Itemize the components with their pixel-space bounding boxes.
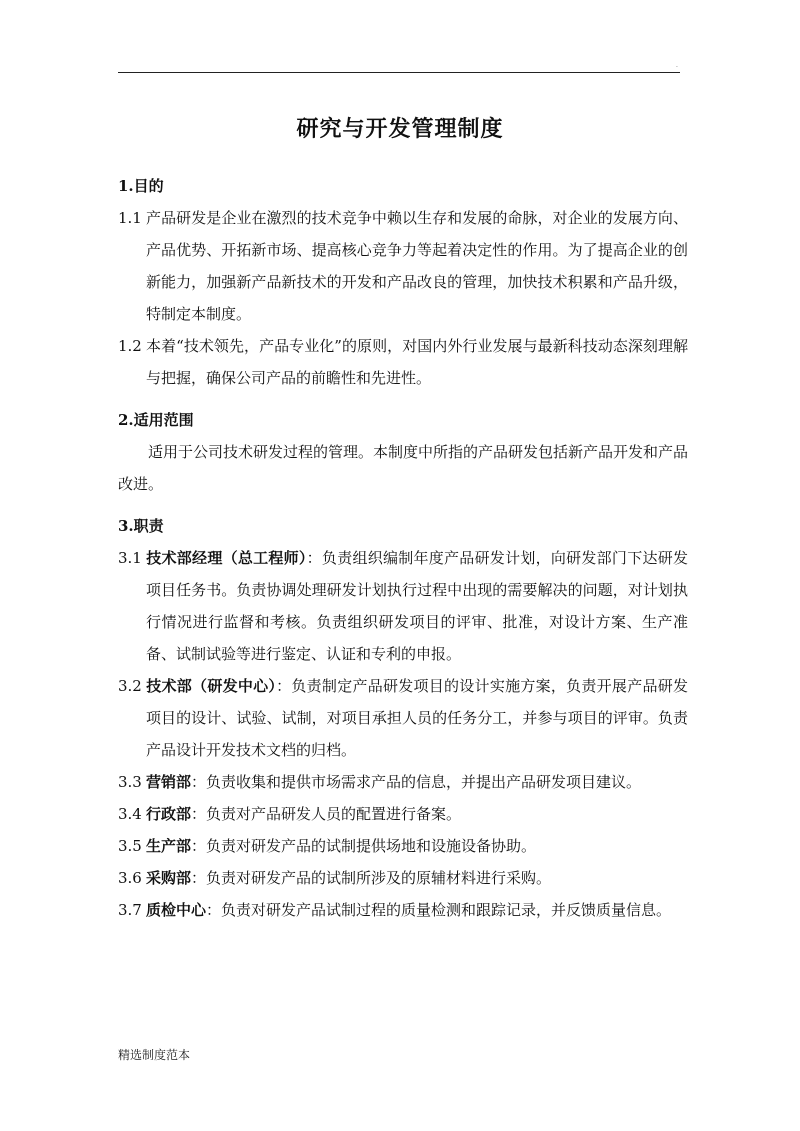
- clause-number: 3.4: [118, 805, 142, 823]
- department-label: 技术部（研发中心）: [146, 677, 277, 695]
- clause-number: 1.1: [118, 209, 142, 227]
- department-label: 质检中心: [146, 901, 207, 919]
- section-heading-scope: 2.适用范围: [118, 411, 194, 429]
- section-heading-purpose: 1.目的: [118, 177, 164, 195]
- clause-3-2: [118, 670, 688, 766]
- clause-3-3: [118, 766, 688, 798]
- department-label: 生产部: [146, 837, 192, 855]
- header-rule: [118, 72, 680, 73]
- department-label: 技术部经理（总工程师）: [146, 549, 307, 567]
- clause-3-5: [118, 830, 688, 862]
- clause-text: ：负责对研发产品试制过程的质量检测和跟踪记录，并反馈质量信息。: [206, 901, 672, 919]
- clause-text: ：负责对研发产品的试制所涉及的原辅材料进行采购。: [191, 869, 552, 887]
- clause-number: 3.7: [118, 901, 142, 919]
- clause-number: 3.3: [118, 773, 142, 791]
- clause-text: ：负责对产品研发人员的配置进行备案。: [191, 805, 462, 823]
- clause-text: 产品研发是企业在激烈的技术竞争中赖以生存和发展的命脉，对企业的发展方向、产品优势、开拓新市场、提高核心竞争力等起着决定性的作用。为了提高企业的创新能力，加强新产品新技术的开发和产品改良的管理，加快技术积累和产品升级，特制定本制度。: [146, 209, 688, 323]
- document-body: [118, 170, 688, 926]
- clause-text: ：负责组织编制年度产品研发计划，向研发部门下达研发项目任务书。负责协调处理研发计划执行过程中出现的需要解决的问题，对计划执行情况进行监督和考核。负责组织研发项目的评审、批准，对设计方案、生产准备、试制试验等进行鉴定、认证和专利的申报。: [146, 549, 688, 663]
- department-label: 行政部: [146, 805, 192, 823]
- document-title: 研究与开发管理制度: [296, 116, 504, 142]
- clause-number: 3.2: [118, 677, 142, 695]
- clause-number: 3.1: [118, 549, 142, 567]
- clause-number: 3.5: [118, 837, 142, 855]
- clause-number: 3.6: [118, 869, 142, 887]
- clause-1-1: [118, 202, 688, 330]
- clause-number: 1.2: [118, 337, 142, 355]
- header-mark: .: [676, 62, 678, 69]
- clause-text: ：负责制定产品研发项目的设计实施方案，负责开展产品研发项目的设计、试验、试制，对项目承担人员的任务分工，并参与项目的评审。负责产品设计开发技术文档的归档。: [146, 677, 688, 759]
- clause-text: ：负责收集和提供市场需求产品的信息，并提出产品研发项目建议。: [191, 773, 642, 791]
- department-label: 采购部: [146, 869, 192, 887]
- clause-3-1: [118, 542, 688, 670]
- department-label: 营销部: [146, 773, 192, 791]
- page-footer: 精选制度范本: [118, 1048, 191, 1062]
- clause-text: ：负责对研发产品的试制提供场地和设施设备协助。: [191, 837, 537, 855]
- scope-paragraph: 适用于公司技术研发过程的管理。本制度中所指的产品研发包括新产品开发和产品改进。: [118, 443, 689, 493]
- section-heading-responsibilities: 3.职责: [118, 517, 164, 535]
- clause-3-7: [118, 894, 688, 926]
- clause-text: 本着“技术领先，产品专业化”的原则，对国内外行业发展与最新科技动态深刻理解与把握，确保公司产品的前瞻性和先进性。: [146, 337, 688, 387]
- clause-1-2: [118, 330, 688, 394]
- clause-3-4: [118, 798, 688, 830]
- clause-3-6: [118, 862, 688, 894]
